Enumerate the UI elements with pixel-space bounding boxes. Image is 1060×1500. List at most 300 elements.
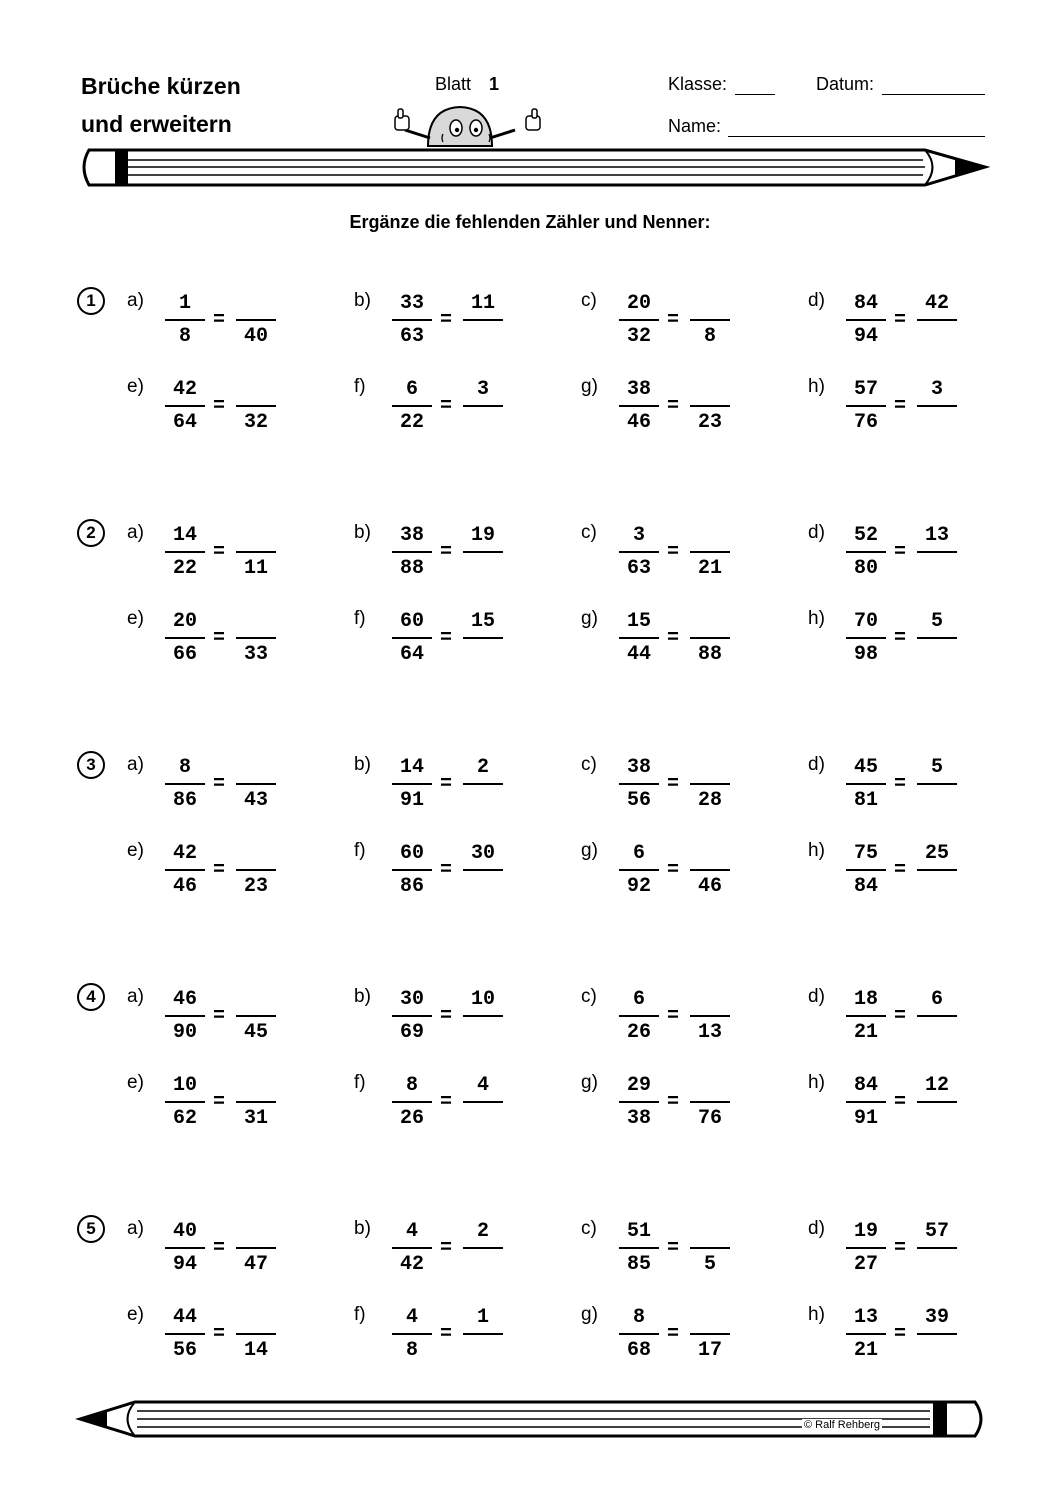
fraction-2-bar <box>690 869 730 871</box>
fraction-1-bar <box>392 637 432 639</box>
problem-label: e) <box>127 1304 144 1325</box>
fraction-2-bar <box>463 551 503 553</box>
fraction-1-bar <box>165 319 205 321</box>
fraction-1-bar <box>165 1015 205 1017</box>
fraction-1-bar <box>846 1333 886 1335</box>
problem-label: a) <box>127 1218 144 1239</box>
fraction-1-numerator: 4 <box>405 1306 418 1329</box>
equals-sign: = <box>213 627 226 650</box>
fraction-1-denominator: 42 <box>399 1253 424 1276</box>
fraction-1-denominator: 56 <box>172 1339 197 1362</box>
fraction-1-numerator: 38 <box>399 524 424 547</box>
problem-label: f) <box>354 376 366 397</box>
equals-sign: = <box>440 859 453 882</box>
fraction-1-denominator: 90 <box>172 1021 197 1044</box>
equals-sign: = <box>894 395 907 418</box>
fraction-1-bar <box>165 869 205 871</box>
fraction-2-bar <box>690 783 730 785</box>
fraction-2-numerator: 2 <box>476 756 489 779</box>
equals-sign: = <box>894 1323 907 1346</box>
fraction-2-bar <box>463 783 503 785</box>
equals-sign: = <box>667 1005 680 1028</box>
fraction-1-bar <box>619 1247 659 1249</box>
answer-blank-denominator[interactable] <box>917 1253 957 1277</box>
fraction-2-bar <box>690 1247 730 1249</box>
fraction-1-numerator: 40 <box>172 1220 197 1243</box>
equals-sign: = <box>440 627 453 650</box>
answer-blank-numerator[interactable] <box>690 1220 730 1244</box>
fraction-2-denominator: 21 <box>697 557 722 580</box>
fraction-1-bar <box>619 319 659 321</box>
fraction-1-numerator: 6 <box>632 988 645 1011</box>
fraction-2-bar <box>917 319 957 321</box>
fraction-2-bar <box>917 405 957 407</box>
fraction-1-bar <box>846 637 886 639</box>
exercise-number-badge: 3 <box>77 751 105 779</box>
fraction-2-numerator: 2 <box>476 1220 489 1243</box>
answer-blank-numerator[interactable] <box>690 524 730 548</box>
fraction-2-numerator: 39 <box>924 1306 949 1329</box>
fraction-2-denominator: 8 <box>703 325 716 348</box>
fraction-1-bar <box>619 1101 659 1103</box>
answer-blank-numerator[interactable] <box>690 292 730 316</box>
fraction-2-bar <box>236 783 276 785</box>
equals-sign: = <box>440 1237 453 1260</box>
fraction-2-bar <box>236 637 276 639</box>
problem-label: d) <box>808 986 825 1007</box>
equals-sign: = <box>667 1323 680 1346</box>
equals-sign: = <box>213 773 226 796</box>
fraction-2-bar <box>236 1333 276 1335</box>
name-label: Name: <box>668 116 722 136</box>
fraction-1-denominator: 69 <box>399 1021 424 1044</box>
problem-label: d) <box>808 522 825 543</box>
fraction-2-denominator: 28 <box>697 789 722 812</box>
fraction-1-denominator: 94 <box>853 325 878 348</box>
fraction-2-bar <box>236 405 276 407</box>
fraction-2-bar <box>463 1333 503 1335</box>
fraction-1-bar <box>619 551 659 553</box>
answer-blank-denominator[interactable] <box>463 325 503 349</box>
problem-label: h) <box>808 1304 825 1325</box>
fraction-1-bar <box>392 405 432 407</box>
fraction-1-bar <box>392 783 432 785</box>
fraction-1-denominator: 91 <box>853 1107 878 1130</box>
problem-label: c) <box>581 754 597 775</box>
fraction-2-bar <box>236 869 276 871</box>
answer-blank-denominator[interactable] <box>917 557 957 581</box>
answer-blank-numerator[interactable] <box>236 1306 276 1330</box>
answer-blank-numerator[interactable] <box>690 1306 730 1330</box>
problem-label: c) <box>581 986 597 1007</box>
equals-sign: = <box>667 627 680 650</box>
fraction-1-numerator: 14 <box>399 756 424 779</box>
problem-label: c) <box>581 522 597 543</box>
fraction-1-bar <box>165 1101 205 1103</box>
fraction-1-bar <box>165 637 205 639</box>
fraction-2-denominator: 14 <box>243 1339 268 1362</box>
problem-label: g) <box>581 376 598 397</box>
fraction-1-numerator: 46 <box>172 988 197 1011</box>
fraction-1-bar <box>619 869 659 871</box>
answer-blank-numerator[interactable] <box>236 1074 276 1098</box>
fraction-1-numerator: 84 <box>853 1074 878 1097</box>
copyright-text: © Ralf Rehberg <box>804 1419 880 1431</box>
answer-blank-denominator[interactable] <box>463 789 503 813</box>
fraction-1-bar <box>392 319 432 321</box>
fraction-1-denominator: 21 <box>853 1339 878 1362</box>
fraction-2-bar <box>236 1015 276 1017</box>
equals-sign: = <box>894 859 907 882</box>
fraction-2-numerator: 6 <box>930 988 943 1011</box>
fraction-2-bar <box>917 1015 957 1017</box>
equals-sign: = <box>213 1323 226 1346</box>
fraction-2-denominator: 46 <box>697 875 722 898</box>
problem-label: e) <box>127 840 144 861</box>
instruction-text: Ergänze die fehlenden Zähler und Nenner: <box>349 212 711 232</box>
problem-label: b) <box>354 754 371 775</box>
fraction-1-bar <box>165 405 205 407</box>
fraction-2-denominator: 88 <box>697 643 722 666</box>
equals-sign: = <box>213 859 226 882</box>
fraction-1-numerator: 30 <box>399 988 424 1011</box>
fraction-1-denominator: 26 <box>626 1021 651 1044</box>
fraction-1-denominator: 86 <box>172 789 197 812</box>
fraction-1-bar <box>165 1247 205 1249</box>
fraction-1-numerator: 20 <box>172 610 197 633</box>
answer-blank-numerator[interactable] <box>236 842 276 866</box>
fraction-1-numerator: 60 <box>399 842 424 865</box>
equals-sign: = <box>894 1237 907 1260</box>
answer-blank-denominator[interactable] <box>463 643 503 667</box>
fraction-1-denominator: 80 <box>853 557 878 580</box>
fraction-1-denominator: 32 <box>626 325 651 348</box>
answer-blank-denominator[interactable] <box>917 1339 957 1363</box>
answer-blank-denominator[interactable] <box>463 557 503 581</box>
fraction-1-bar <box>165 783 205 785</box>
equals-sign: = <box>213 1005 226 1028</box>
equals-sign: = <box>440 1091 453 1114</box>
problem-label: b) <box>354 1218 371 1239</box>
fraction-2-numerator: 4 <box>476 1074 489 1097</box>
fraction-2-bar <box>917 869 957 871</box>
fraction-2-bar <box>463 637 503 639</box>
problem-label: e) <box>127 608 144 629</box>
fraction-2-denominator: 13 <box>697 1021 722 1044</box>
fraction-1-bar <box>846 1247 886 1249</box>
fraction-2-denominator: 43 <box>243 789 268 812</box>
answer-blank-numerator[interactable] <box>236 610 276 634</box>
answer-blank-numerator[interactable] <box>236 1220 276 1244</box>
fraction-2-numerator: 30 <box>470 842 495 865</box>
fraction-2-bar <box>917 783 957 785</box>
fraction-2-denominator: 40 <box>243 325 268 348</box>
fraction-2-denominator: 33 <box>243 643 268 666</box>
problem-label: g) <box>581 1304 598 1325</box>
fraction-1-numerator: 44 <box>172 1306 197 1329</box>
fraction-1-numerator: 70 <box>853 610 878 633</box>
problem-label: c) <box>581 1218 597 1239</box>
answer-blank-denominator[interactable] <box>917 1107 957 1131</box>
answer-blank-denominator[interactable] <box>917 789 957 813</box>
fraction-2-denominator: 45 <box>243 1021 268 1044</box>
equals-sign: = <box>894 1091 907 1114</box>
class-label: Klasse: <box>668 74 728 94</box>
fraction-1-numerator: 8 <box>632 1306 645 1329</box>
fraction-1-denominator: 46 <box>626 411 651 434</box>
problem-label: a) <box>127 290 144 311</box>
problem-label: g) <box>581 608 598 629</box>
answer-blank-numerator[interactable] <box>690 1074 730 1098</box>
problem-label: b) <box>354 522 371 543</box>
fraction-1-bar <box>392 1247 432 1249</box>
sheet-number: 1 <box>489 74 500 94</box>
problem-label: h) <box>808 840 825 861</box>
fraction-2-bar <box>463 319 503 321</box>
answer-blank-denominator[interactable] <box>463 1021 503 1045</box>
problem-label: a) <box>127 522 144 543</box>
fraction-2-bar <box>917 637 957 639</box>
right-thumbs-up-icon <box>526 109 540 130</box>
fraction-2-bar <box>463 1015 503 1017</box>
equals-sign: = <box>667 395 680 418</box>
fraction-2-bar <box>236 319 276 321</box>
equals-sign: = <box>213 541 226 564</box>
equals-sign: = <box>213 395 226 418</box>
sheet-label: Blatt <box>435 74 472 94</box>
fraction-1-numerator: 4 <box>405 1220 418 1243</box>
problem-label: g) <box>581 840 598 861</box>
answer-blank-denominator[interactable] <box>463 1339 503 1363</box>
fraction-1-denominator: 68 <box>626 1339 651 1362</box>
equals-sign: = <box>213 1091 226 1114</box>
fraction-1-bar <box>619 1333 659 1335</box>
fraction-2-denominator: 32 <box>243 411 268 434</box>
fraction-1-bar <box>165 1333 205 1335</box>
fraction-1-bar <box>846 1101 886 1103</box>
fraction-2-bar <box>236 1247 276 1249</box>
fraction-1-bar <box>846 319 886 321</box>
fraction-1-numerator: 42 <box>172 842 197 865</box>
fraction-1-numerator: 38 <box>626 756 651 779</box>
answer-blank-denominator[interactable] <box>917 875 957 899</box>
answer-blank-denominator[interactable] <box>917 325 957 349</box>
answer-blank-numerator[interactable] <box>236 988 276 1012</box>
fraction-2-bar <box>690 551 730 553</box>
equals-sign: = <box>894 627 907 650</box>
fraction-2-denominator: 23 <box>697 411 722 434</box>
fraction-2-denominator: 31 <box>243 1107 268 1130</box>
fraction-1-denominator: 46 <box>172 875 197 898</box>
answer-blank-numerator[interactable] <box>236 292 276 316</box>
fraction-2-numerator: 13 <box>924 524 949 547</box>
equals-sign: = <box>667 1237 680 1260</box>
fraction-2-numerator: 10 <box>470 988 495 1011</box>
answer-blank-numerator[interactable] <box>236 756 276 780</box>
problem-label: d) <box>808 754 825 775</box>
equals-sign: = <box>440 1323 453 1346</box>
fraction-2-bar <box>690 637 730 639</box>
answer-blank-denominator[interactable] <box>463 411 503 435</box>
fraction-1-numerator: 8 <box>405 1074 418 1097</box>
exercise-number-badge: 4 <box>77 983 105 1011</box>
fraction-1-numerator: 38 <box>626 378 651 401</box>
exercise-number-badge: 5 <box>77 1215 105 1243</box>
name-field[interactable] <box>728 120 985 137</box>
fraction-1-bar <box>392 1015 432 1017</box>
problem-label: d) <box>808 290 825 311</box>
fraction-2-denominator: 23 <box>243 875 268 898</box>
fraction-1-denominator: 64 <box>172 411 197 434</box>
fraction-2-numerator: 12 <box>924 1074 949 1097</box>
answer-blank-numerator[interactable] <box>690 988 730 1012</box>
fraction-1-bar <box>619 783 659 785</box>
fraction-2-bar <box>463 869 503 871</box>
left-thumbs-up-icon <box>395 109 409 130</box>
fraction-1-numerator: 52 <box>853 524 878 547</box>
fraction-2-numerator: 3 <box>930 378 943 401</box>
exercise-number-badge: 2 <box>77 519 105 547</box>
fraction-2-numerator: 15 <box>470 610 495 633</box>
problem-label: c) <box>581 290 597 311</box>
fraction-1-denominator: 44 <box>626 643 651 666</box>
fraction-1-numerator: 33 <box>399 292 424 315</box>
equals-sign: = <box>213 309 226 332</box>
top-pencil-illustration <box>75 145 990 190</box>
fraction-2-bar <box>690 319 730 321</box>
fraction-1-bar <box>846 869 886 871</box>
fraction-1-bar <box>165 551 205 553</box>
fraction-1-denominator: 56 <box>626 789 651 812</box>
fraction-2-bar <box>690 405 730 407</box>
answer-blank-numerator[interactable] <box>236 524 276 548</box>
fraction-1-numerator: 13 <box>853 1306 878 1329</box>
fraction-2-bar <box>917 1247 957 1249</box>
answer-blank-denominator[interactable] <box>463 1253 503 1277</box>
fraction-2-bar <box>236 1101 276 1103</box>
fraction-1-denominator: 98 <box>853 643 878 666</box>
fraction-2-denominator: 11 <box>243 557 268 580</box>
fraction-2-numerator: 19 <box>470 524 495 547</box>
fraction-1-denominator: 86 <box>399 875 424 898</box>
fraction-1-numerator: 10 <box>172 1074 197 1097</box>
fraction-2-numerator: 5 <box>930 756 943 779</box>
fraction-1-numerator: 75 <box>853 842 878 865</box>
problem-label: b) <box>354 986 371 1007</box>
fraction-1-denominator: 21 <box>853 1021 878 1044</box>
answer-blank-denominator[interactable] <box>463 1107 503 1131</box>
fraction-1-bar <box>392 551 432 553</box>
answer-blank-denominator[interactable] <box>917 643 957 667</box>
fraction-1-denominator: 92 <box>626 875 651 898</box>
fraction-1-bar <box>392 869 432 871</box>
problem-label: f) <box>354 1072 366 1093</box>
fraction-2-numerator: 1 <box>476 1306 489 1329</box>
fraction-2-bar <box>463 1247 503 1249</box>
class-field[interactable] <box>735 78 775 95</box>
fraction-1-bar <box>619 637 659 639</box>
fraction-1-denominator: 91 <box>399 789 424 812</box>
fraction-2-numerator: 42 <box>924 292 949 315</box>
fraction-2-bar <box>463 405 503 407</box>
fraction-1-numerator: 6 <box>632 842 645 865</box>
exercise-number-badge: 1 <box>77 287 105 315</box>
fraction-1-numerator: 14 <box>172 524 197 547</box>
equals-sign: = <box>667 773 680 796</box>
fraction-1-denominator: 62 <box>172 1107 197 1130</box>
problem-label: d) <box>808 1218 825 1239</box>
fraction-1-bar <box>392 1333 432 1335</box>
fraction-1-bar <box>392 1101 432 1103</box>
fraction-2-bar <box>463 1101 503 1103</box>
fraction-1-numerator: 84 <box>853 292 878 315</box>
fraction-1-denominator: 63 <box>399 325 424 348</box>
answer-blank-numerator[interactable] <box>690 610 730 634</box>
fraction-1-denominator: 8 <box>178 325 191 348</box>
answer-blank-denominator[interactable] <box>917 1021 957 1045</box>
fraction-1-denominator: 22 <box>399 411 424 434</box>
answer-blank-numerator[interactable] <box>690 842 730 866</box>
fraction-1-numerator: 19 <box>853 1220 878 1243</box>
worksheet-title-line-2: und erweitern <box>81 111 232 137</box>
fraction-2-bar <box>690 1015 730 1017</box>
fraction-2-numerator: 11 <box>470 292 495 315</box>
fraction-1-bar <box>619 405 659 407</box>
fraction-2-denominator: 5 <box>703 1253 716 1276</box>
fraction-1-denominator: 38 <box>626 1107 651 1130</box>
fraction-1-numerator: 1 <box>178 292 191 315</box>
fraction-1-numerator: 42 <box>172 378 197 401</box>
problem-label: a) <box>127 754 144 775</box>
fraction-1-bar <box>846 1015 886 1017</box>
worksheet-title-line-1: Brüche kürzen <box>81 73 241 99</box>
fraction-1-numerator: 57 <box>853 378 878 401</box>
equals-sign: = <box>894 541 907 564</box>
fraction-2-bar <box>917 551 957 553</box>
answer-blank-numerator[interactable] <box>690 756 730 780</box>
equals-sign: = <box>440 395 453 418</box>
problem-label: g) <box>581 1072 598 1093</box>
answer-blank-numerator[interactable] <box>236 378 276 402</box>
fraction-1-denominator: 66 <box>172 643 197 666</box>
date-field[interactable] <box>882 78 985 95</box>
mascot-illustration <box>390 100 550 150</box>
answer-blank-denominator[interactable] <box>463 875 503 899</box>
fraction-2-denominator: 47 <box>243 1253 268 1276</box>
fraction-2-bar <box>917 1101 957 1103</box>
fraction-2-numerator: 25 <box>924 842 949 865</box>
problem-label: f) <box>354 1304 366 1325</box>
problem-label: f) <box>354 608 366 629</box>
problem-label: b) <box>354 290 371 311</box>
date-label: Datum: <box>816 74 875 94</box>
fraction-2-numerator: 57 <box>924 1220 949 1243</box>
fraction-1-numerator: 15 <box>626 610 651 633</box>
fraction-1-numerator: 51 <box>626 1220 651 1243</box>
fraction-1-denominator: 84 <box>853 875 878 898</box>
fraction-1-numerator: 45 <box>853 756 878 779</box>
equals-sign: = <box>440 309 453 332</box>
fraction-2-numerator: 3 <box>476 378 489 401</box>
fraction-1-numerator: 29 <box>626 1074 651 1097</box>
answer-blank-denominator[interactable] <box>917 411 957 435</box>
problem-label: f) <box>354 840 366 861</box>
answer-blank-numerator[interactable] <box>690 378 730 402</box>
fraction-1-numerator: 6 <box>405 378 418 401</box>
fraction-1-bar <box>846 405 886 407</box>
equals-sign: = <box>440 1005 453 1028</box>
fraction-1-numerator: 8 <box>178 756 191 779</box>
